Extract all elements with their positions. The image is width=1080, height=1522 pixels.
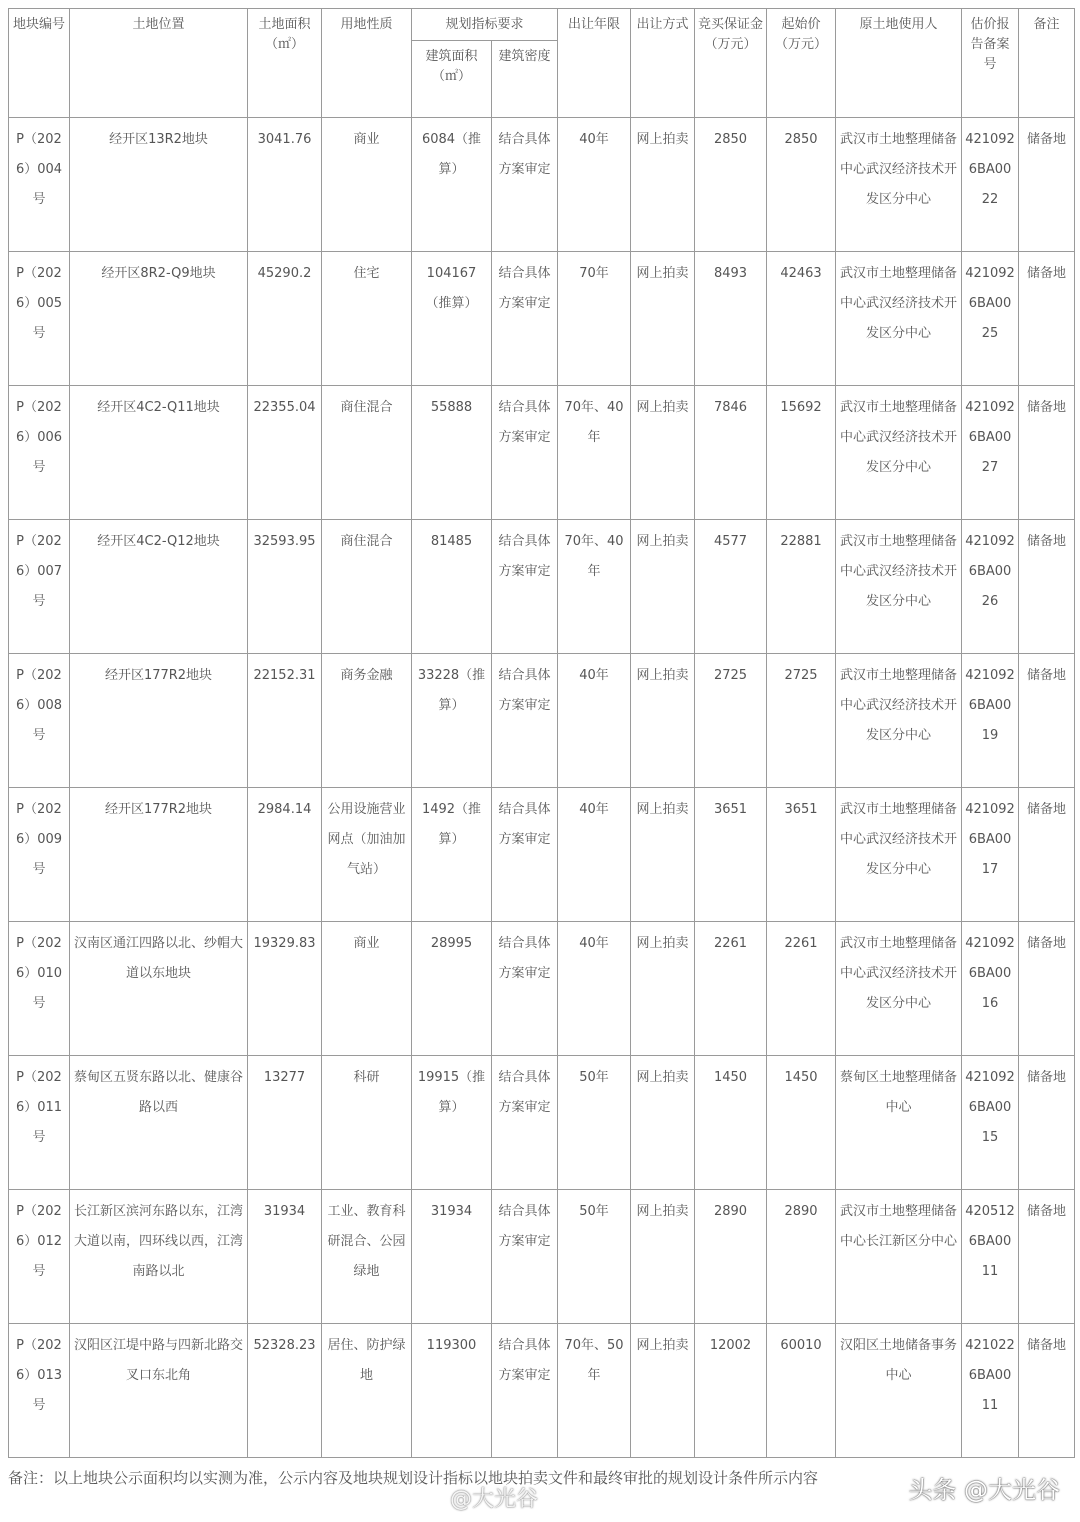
cell-deposit: 2850: [695, 118, 767, 252]
cell-area: 2984.14: [248, 788, 322, 922]
cell-location: 长江新区滨河东路以东，江湾大道以南，四环线以西，江湾南路以北: [70, 1190, 248, 1324]
cell-term: 70年、40年: [558, 520, 631, 654]
cell-report-no: 4210926BA0027: [962, 386, 1019, 520]
cell-deposit: 2261: [695, 922, 767, 1056]
cell-area: 31934: [248, 1190, 322, 1324]
cell-remark: 储备地: [1019, 118, 1075, 252]
cell-usage: 商住混合: [322, 386, 412, 520]
cell-remark: 储备地: [1019, 520, 1075, 654]
cell-original-user: 武汉市土地整理储备中心武汉经济技术开发区分中心: [836, 252, 962, 386]
cell-report-no: 4210926BA0015: [962, 1056, 1019, 1190]
cell-location: 经开区4C2-Q12地块: [70, 520, 248, 654]
cell-deposit: 3651: [695, 788, 767, 922]
cell-start-price: 22881: [767, 520, 836, 654]
cell-original-user: 蔡甸区土地整理储备中心: [836, 1056, 962, 1190]
cell-term: 50年: [558, 1056, 631, 1190]
cell-area: 22355.04: [248, 386, 322, 520]
cell-build-density: 结合具体方案审定: [492, 1324, 558, 1458]
cell-area: 19329.83: [248, 922, 322, 1056]
watermark-weibo: @大光谷: [450, 1487, 539, 1512]
cell-method: 网上拍卖: [631, 922, 695, 1056]
cell-build-area: 28995: [412, 922, 492, 1056]
cell-deposit: 7846: [695, 386, 767, 520]
cell-remark: 储备地: [1019, 1190, 1075, 1324]
cell-location: 汉阳区江堤中路与四新北路交叉口东北角: [70, 1324, 248, 1458]
cell-location: 经开区177R2地块: [70, 654, 248, 788]
cell-usage: 商务金融: [322, 654, 412, 788]
cell-start-price: 15692: [767, 386, 836, 520]
cell-usage: 商业: [322, 922, 412, 1056]
cell-start-price: 2261: [767, 922, 836, 1056]
cell-build-area: 119300: [412, 1324, 492, 1458]
cell-start-price: 42463: [767, 252, 836, 386]
cell-build-density: 结合具体方案审定: [492, 654, 558, 788]
cell-report-no: 4210926BA0026: [962, 520, 1019, 654]
cell-original-user: 武汉市土地整理储备中心长江新区分中心: [836, 1190, 962, 1324]
cell-remark: 储备地: [1019, 1324, 1075, 1458]
cell-deposit: 2890: [695, 1190, 767, 1324]
cell-remark: 储备地: [1019, 386, 1075, 520]
cell-start-price: 2890: [767, 1190, 836, 1324]
cell-build-density: 结合具体方案审定: [492, 252, 558, 386]
table-header: [9, 9, 1075, 118]
header-original-user: 原土地使用人: [836, 9, 962, 118]
cell-original-user: 武汉市土地整理储备中心武汉经济技术开发区分中心: [836, 520, 962, 654]
cell-plot-no: P（2026）009号: [9, 788, 70, 922]
cell-location: 经开区8R2-Q9地块: [70, 252, 248, 386]
cell-method: 网上拍卖: [631, 520, 695, 654]
cell-build-area: 104167（推算）: [412, 252, 492, 386]
cell-area: 22152.31: [248, 654, 322, 788]
cell-build-density: 结合具体方案审定: [492, 118, 558, 252]
cell-remark: 储备地: [1019, 788, 1075, 922]
header-build-area: 建筑面积（㎡）: [412, 41, 492, 118]
cell-area: 45290.2: [248, 252, 322, 386]
cell-start-price: 2850: [767, 118, 836, 252]
cell-report-no: 4210926BA0022: [962, 118, 1019, 252]
cell-original-user: 武汉市土地整理储备中心武汉经济技术开发区分中心: [836, 654, 962, 788]
header-report-no: 估价报告备案号: [962, 9, 1019, 118]
cell-build-area: 1492（推算）: [412, 788, 492, 922]
cell-build-density: 结合具体方案审定: [492, 1190, 558, 1324]
cell-build-density: 结合具体方案审定: [492, 386, 558, 520]
cell-report-no: 4210926BA0025: [962, 252, 1019, 386]
cell-location: 蔡甸区五贤东路以北、健康谷路以西: [70, 1056, 248, 1190]
header-term: 出让年限: [558, 9, 631, 118]
cell-report-no: 4210226BA0011: [962, 1324, 1019, 1458]
cell-report-no: 4210926BA0017: [962, 788, 1019, 922]
cell-build-density: 结合具体方案审定: [492, 922, 558, 1056]
cell-original-user: 武汉市土地整理储备中心武汉经济技术开发区分中心: [836, 386, 962, 520]
header-location: 土地位置: [70, 9, 248, 118]
cell-start-price: 2725: [767, 654, 836, 788]
cell-original-user: 武汉市土地整理储备中心武汉经济技术开发区分中心: [836, 922, 962, 1056]
table-row: [9, 1324, 1075, 1458]
cell-report-no: 4205126BA0011: [962, 1190, 1019, 1324]
cell-plot-no: P（2026）012号: [9, 1190, 70, 1324]
cell-plot-no: P（2026）004号: [9, 118, 70, 252]
cell-build-density: 结合具体方案审定: [492, 1056, 558, 1190]
header-area: 土地面积（㎡）: [248, 9, 322, 118]
table-row: [9, 252, 1075, 386]
cell-build-area: 19915（推算）: [412, 1056, 492, 1190]
cell-method: 网上拍卖: [631, 118, 695, 252]
cell-location: 经开区13R2地块: [70, 118, 248, 252]
table-row: [9, 654, 1075, 788]
cell-usage: 科研: [322, 1056, 412, 1190]
cell-term: 70年、50年: [558, 1324, 631, 1458]
header-plot-no: 地块编号: [9, 9, 70, 118]
cell-start-price: 1450: [767, 1056, 836, 1190]
cell-build-area: 6084（推算）: [412, 118, 492, 252]
cell-build-area: 81485: [412, 520, 492, 654]
cell-original-user: 武汉市土地整理储备中心武汉经济技术开发区分中心: [836, 788, 962, 922]
cell-method: 网上拍卖: [631, 1324, 695, 1458]
cell-start-price: 60010: [767, 1324, 836, 1458]
cell-plot-no: P（2026）008号: [9, 654, 70, 788]
cell-start-price: 3651: [767, 788, 836, 922]
cell-usage: 公用设施营业网点（加油加气站）: [322, 788, 412, 922]
cell-term: 70年: [558, 252, 631, 386]
cell-build-area: 31934: [412, 1190, 492, 1324]
cell-usage: 商住混合: [322, 520, 412, 654]
cell-original-user: 武汉市土地整理储备中心武汉经济技术开发区分中心: [836, 118, 962, 252]
cell-location: 经开区177R2地块: [70, 788, 248, 922]
cell-build-density: 结合具体方案审定: [492, 520, 558, 654]
cell-deposit: 4577: [695, 520, 767, 654]
cell-term: 40年: [558, 788, 631, 922]
header-remark: 备注: [1019, 9, 1075, 118]
table-row: [9, 1056, 1075, 1190]
cell-plot-no: P（2026）005号: [9, 252, 70, 386]
cell-deposit: 8493: [695, 252, 767, 386]
cell-usage: 工业、教育科研混合、公园绿地: [322, 1190, 412, 1324]
cell-remark: 储备地: [1019, 922, 1075, 1056]
cell-deposit: 2725: [695, 654, 767, 788]
cell-deposit: 1450: [695, 1056, 767, 1190]
cell-method: 网上拍卖: [631, 1056, 695, 1190]
cell-plot-no: P（2026）006号: [9, 386, 70, 520]
cell-remark: 储备地: [1019, 252, 1075, 386]
cell-report-no: 4210926BA0016: [962, 922, 1019, 1056]
table-row: [9, 386, 1075, 520]
cell-area: 3041.76: [248, 118, 322, 252]
cell-method: 网上拍卖: [631, 654, 695, 788]
cell-usage: 商业: [322, 118, 412, 252]
land-auction-table: [8, 8, 1075, 1458]
footnote: 备注：以上地块公示面积均以实测为准，公示内容及地块规划设计指标以地块拍卖文件和最终审批的规划设计条件所示内容: [8, 1469, 819, 1487]
cell-report-no: 4210926BA0019: [962, 654, 1019, 788]
table-row: [9, 118, 1075, 252]
cell-term: 50年: [558, 1190, 631, 1324]
cell-area: 13277: [248, 1056, 322, 1190]
cell-remark: 储备地: [1019, 654, 1075, 788]
cell-term: 40年: [558, 118, 631, 252]
cell-term: 70年、40年: [558, 386, 631, 520]
cell-remark: 储备地: [1019, 1056, 1075, 1190]
table-body: [9, 118, 1075, 1458]
cell-build-density: 结合具体方案审定: [492, 788, 558, 922]
cell-method: 网上拍卖: [631, 386, 695, 520]
header-start-price: 起始价（万元）: [767, 9, 836, 118]
cell-usage: 居住、防护绿地: [322, 1324, 412, 1458]
cell-location: 汉南区通江四路以北、纱帽大道以东地块: [70, 922, 248, 1056]
cell-build-area: 55888: [412, 386, 492, 520]
header-deposit: 竞买保证金（万元）: [695, 9, 767, 118]
cell-method: 网上拍卖: [631, 1190, 695, 1324]
table-row: [9, 788, 1075, 922]
table-row: [9, 1190, 1075, 1324]
cell-area: 32593.95: [248, 520, 322, 654]
cell-term: 40年: [558, 654, 631, 788]
cell-plot-no: P（2026）010号: [9, 922, 70, 1056]
cell-method: 网上拍卖: [631, 788, 695, 922]
table-row: [9, 922, 1075, 1056]
cell-area: 52328.23: [248, 1324, 322, 1458]
cell-plot-no: P（2026）011号: [9, 1056, 70, 1190]
header-build-density: 建筑密度: [492, 41, 558, 118]
cell-plot-no: P（2026）013号: [9, 1324, 70, 1458]
header-method: 出让方式: [631, 9, 695, 118]
cell-term: 40年: [558, 922, 631, 1056]
watermark-toutiao: 头条 @大光谷: [908, 1476, 1060, 1504]
header-planning: 规划指标要求: [412, 9, 558, 41]
table-row: [9, 520, 1075, 654]
cell-usage: 住宅: [322, 252, 412, 386]
cell-build-area: 33228（推算）: [412, 654, 492, 788]
cell-plot-no: P（2026）007号: [9, 520, 70, 654]
header-usage: 用地性质: [322, 9, 412, 118]
cell-location: 经开区4C2-Q11地块: [70, 386, 248, 520]
cell-original-user: 汉阳区土地储备事务中心: [836, 1324, 962, 1458]
cell-deposit: 12002: [695, 1324, 767, 1458]
cell-method: 网上拍卖: [631, 252, 695, 386]
